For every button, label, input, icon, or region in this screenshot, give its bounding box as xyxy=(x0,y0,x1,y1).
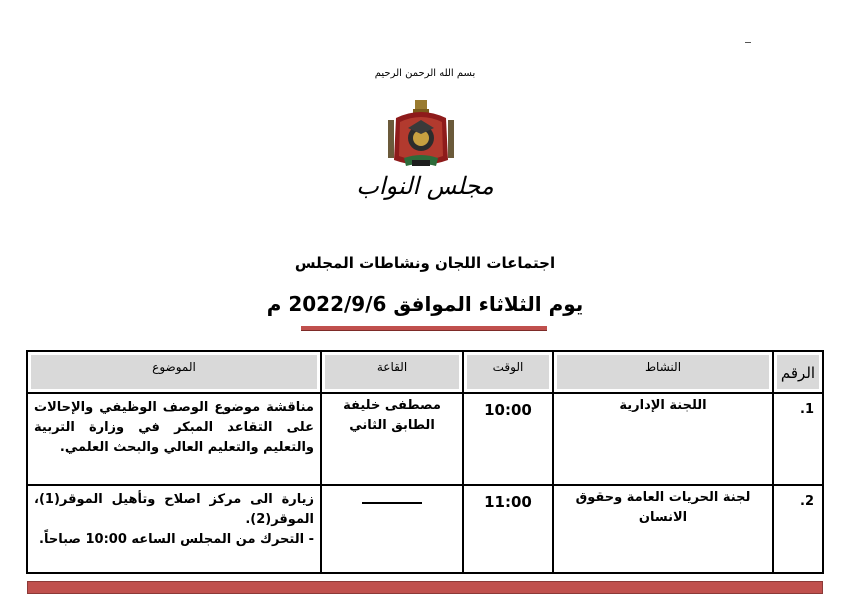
col-header-room: القاعة xyxy=(320,352,462,392)
table-row xyxy=(28,484,822,574)
topic-visit: زيارة الى مركز اصلاح وتأهيل الموقر(1)، الموقر(2). xyxy=(34,492,314,527)
row-activity: لجنة الحريات العامة وحقوق الانسان xyxy=(552,486,772,574)
col-header-activity: النشاط xyxy=(552,352,772,392)
council-logo: مجلس النواب xyxy=(356,172,494,200)
row-activity: اللجنة الإدارية xyxy=(552,394,772,486)
room-name: مصطفى خليفة xyxy=(343,398,441,413)
schedule-table xyxy=(26,350,824,574)
row-number: 1. xyxy=(772,394,822,486)
row-room-empty xyxy=(320,486,462,574)
coat-of-arms-emblem xyxy=(386,100,456,172)
footer-bar xyxy=(27,581,823,594)
page-title: يوم الثلاثاء الموافق 2022/9/6 م xyxy=(266,292,584,316)
col-header-topic: الموضوع xyxy=(28,352,320,392)
row-topic: مناقشة موضوع الوصف الوظيفي والإحالات على التقاعد المبكر في وزارة التربية والتعليم والتعليم العالي والبحث العلمي. xyxy=(34,400,314,455)
row-room xyxy=(320,394,462,486)
row-time: 11:00 xyxy=(462,486,552,574)
table-header-row xyxy=(28,352,822,392)
title-underline xyxy=(301,326,547,331)
topic-departure: - التحرك من المجلس الساعه 10:00 صباحاً. xyxy=(39,532,314,547)
corner-mark xyxy=(745,42,751,43)
row-time: 10:00 xyxy=(462,394,552,486)
table-row xyxy=(28,392,822,486)
room-floor: الطابق الثاني xyxy=(349,418,435,433)
empty-room-dash xyxy=(362,502,422,504)
row-number: 2. xyxy=(772,486,822,574)
basmala: بسم الله الرحمن الرحيم xyxy=(374,68,476,79)
col-header-time: الوقت xyxy=(462,352,552,392)
col-header-number: الرقم xyxy=(772,352,822,392)
page-subtitle: اجتماعات اللجان ونشاطات المجلس xyxy=(294,254,556,272)
row-topic xyxy=(28,486,320,574)
